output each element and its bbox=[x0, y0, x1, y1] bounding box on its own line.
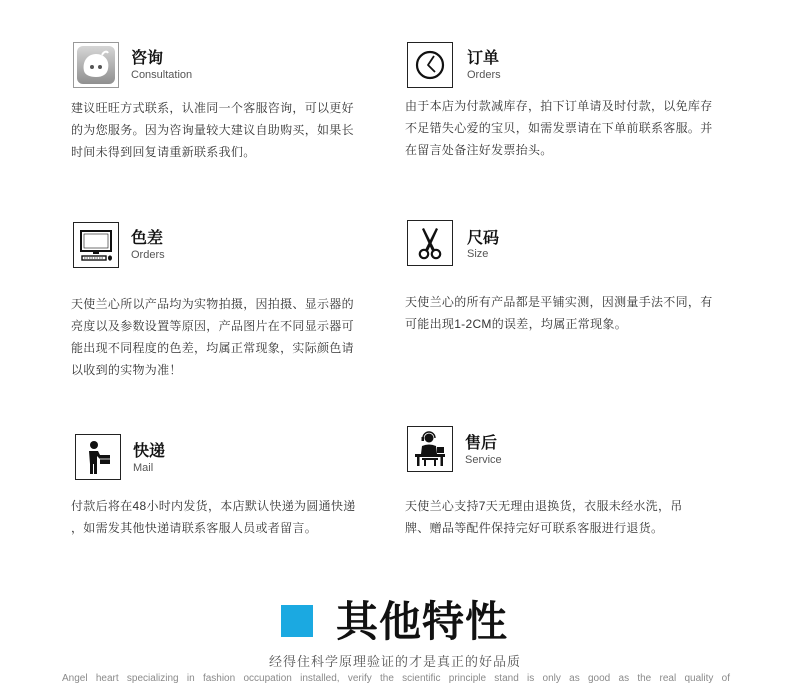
description-line: 付款后将在48小时内发货，本店默认快递为圆通快递 bbox=[71, 499, 356, 513]
computer-icon bbox=[73, 222, 119, 268]
feature-subtitle: Orders bbox=[467, 69, 501, 81]
section-subtitle: 经得住科学原理验证的才是真正的好品质 bbox=[268, 654, 521, 669]
feature-description bbox=[405, 495, 683, 539]
description-line: 能出现不同程度的色差，均属正常现象，实际颜色请 bbox=[71, 341, 354, 355]
feature-title: 尺码 bbox=[467, 230, 500, 247]
description-line: 天使兰心支持7天无理由退换货，衣服未经水洗，吊 bbox=[405, 499, 683, 513]
description-line: 的为您服务。因为咨询量较大建议自助购买，如果长 bbox=[71, 123, 354, 137]
description-line: 可能出现1-2CM的误差，均属正常现象。 bbox=[405, 317, 628, 331]
description-line: 以收到的实物为准！ bbox=[71, 363, 182, 377]
feature-description bbox=[405, 95, 713, 161]
description-line: 不足错失心爱的宝贝，如需发票请在下单前联系客服。并 bbox=[405, 121, 713, 135]
description-line: 建议旺旺方式联系，认准同一个客服咨询，可以更好 bbox=[71, 101, 354, 115]
section-english-tagline: Angel heart specializing in fashion occupation installed, verify the scientific principle stand is only as good as the real quality of bbox=[62, 673, 730, 684]
description-line: 牌、赠品等配件保持完好可联系客服进行退货。 bbox=[405, 521, 664, 535]
delivery-person-icon bbox=[75, 434, 121, 480]
feature-description bbox=[71, 293, 354, 381]
feature-title: 售后 bbox=[465, 435, 498, 452]
description-line: 天使兰心的所有产品都是平铺实测，因测量手法不同，有 bbox=[405, 295, 713, 309]
feature-subtitle: Orders bbox=[131, 249, 165, 261]
feature-subtitle: Service bbox=[465, 454, 502, 466]
feature-title: 订单 bbox=[467, 50, 500, 67]
feature-subtitle: Size bbox=[467, 248, 489, 260]
feature-description bbox=[71, 97, 354, 163]
feature-title: 快递 bbox=[133, 443, 166, 460]
description-line: 时间未得到回复请重新联系我们。 bbox=[71, 145, 256, 159]
feature-title: 色差 bbox=[131, 230, 164, 247]
description-line: 由于本店为付款减库存，拍下订单请及时付款，以免库存 bbox=[405, 99, 713, 113]
description-line: 亮度以及参数设置等原因，产品图片在不同显示器可 bbox=[71, 319, 354, 333]
section-title: 其他特性 bbox=[336, 598, 509, 645]
section-accent-square bbox=[281, 605, 313, 637]
scissors-icon bbox=[407, 220, 453, 266]
description-line: ，如需发其他快递请联系客服人员或者留言。 bbox=[71, 521, 318, 535]
description-line: 天使兰心所以产品均为实物拍摄，因拍摄、显示器的 bbox=[71, 297, 354, 311]
feature-description bbox=[405, 291, 713, 335]
clock-icon bbox=[407, 42, 453, 88]
customer-service-icon bbox=[407, 426, 453, 472]
feature-title: 咨询 bbox=[131, 50, 164, 67]
feature-subtitle: Consultation bbox=[131, 69, 193, 81]
wangwang-icon bbox=[73, 42, 119, 88]
description-line: 在留言处备注好发票抬头。 bbox=[405, 143, 553, 157]
feature-description bbox=[71, 495, 356, 539]
feature-subtitle: Mail bbox=[133, 462, 154, 474]
